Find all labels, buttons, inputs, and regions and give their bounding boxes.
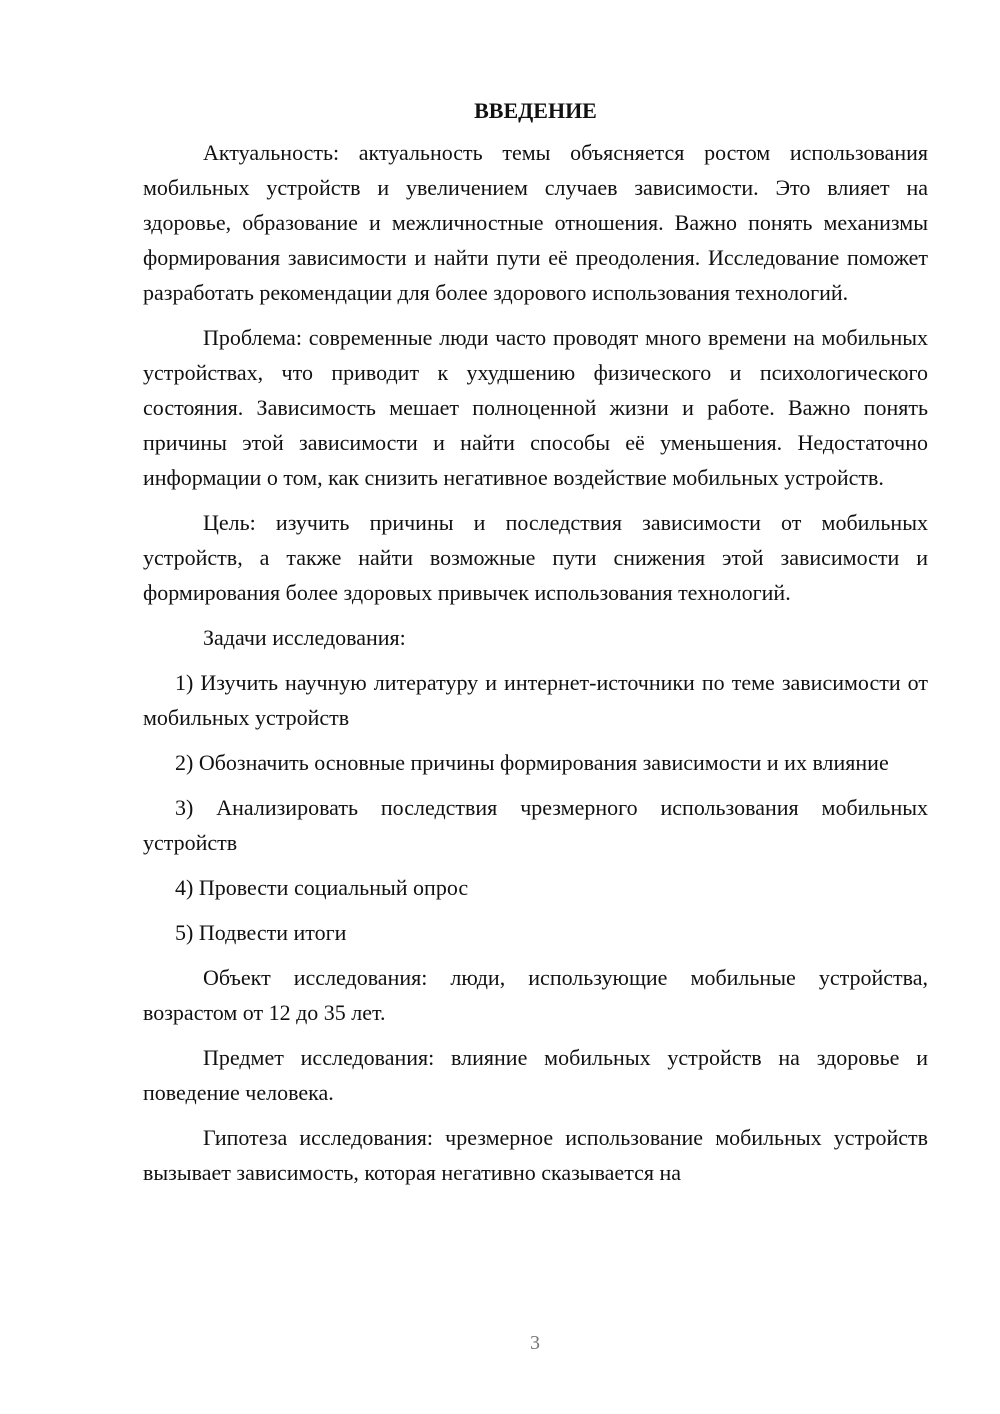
page-number: 3: [530, 1332, 540, 1354]
relevance-paragraph: Актуальность: актуальность темы объясняется ростом использования мобильных устройств и увеличением случаев зависимости. Это влияет на здоровье, образование и межличностные отношения. Важно понять механизмы формирования зависимости и найти пути её преодоления. Исследование поможет разработать рекомендации для более здорового использования технологий.: [143, 140, 928, 305]
goal-paragraph: Цель: изучить причины и последствия зависимости от мобильных устройств, а также найти возможные пути снижения этой зависимости и формирования более здоровых привычек использования технологий.: [143, 510, 928, 605]
task-item: 3) Анализировать последствия чрезмерного использования мобильных устройств: [143, 795, 928, 855]
page-content: [143, 95, 928, 1200]
subject-paragraph: Предмет исследования: влияние мобильных устройств на здоровье и поведение человека.: [143, 1045, 928, 1105]
task-item: 5) Подвести итоги: [175, 920, 347, 945]
task-item: 4) Провести социальный опрос: [175, 875, 469, 900]
problem-paragraph: Проблема: современные люди часто проводят много времени на мобильных устройствах, что приводит к ухудшению физического и психологического состояния. Зависимость мешает полноценной жизни и работе. Важно понять причины этой зависимости и найти способы её уменьшения. Недостаточно информации о том, как снизить негативное воздействие мобильных устройств.: [143, 325, 928, 490]
task-item: 1) Изучить научную литературу и интернет-источники по теме зависимости от мобильных устройств: [143, 670, 928, 730]
tasks-heading: Задачи исследования:: [203, 625, 406, 650]
hypothesis-paragraph: Гипотеза исследования: чрезмерное использование мобильных устройств вызывает зависимость, которая негативно сказывается на: [143, 1125, 928, 1185]
tasks-list: [143, 665, 928, 950]
section-title: ВВЕДЕНИЕ: [474, 98, 597, 123]
object-paragraph: Объект исследования: люди, использующие мобильные устройства, возрастом от 12 до 35 лет.: [143, 965, 928, 1025]
task-item: 2) Обозначить основные причины формирования зависимости и их влияние: [175, 750, 889, 775]
